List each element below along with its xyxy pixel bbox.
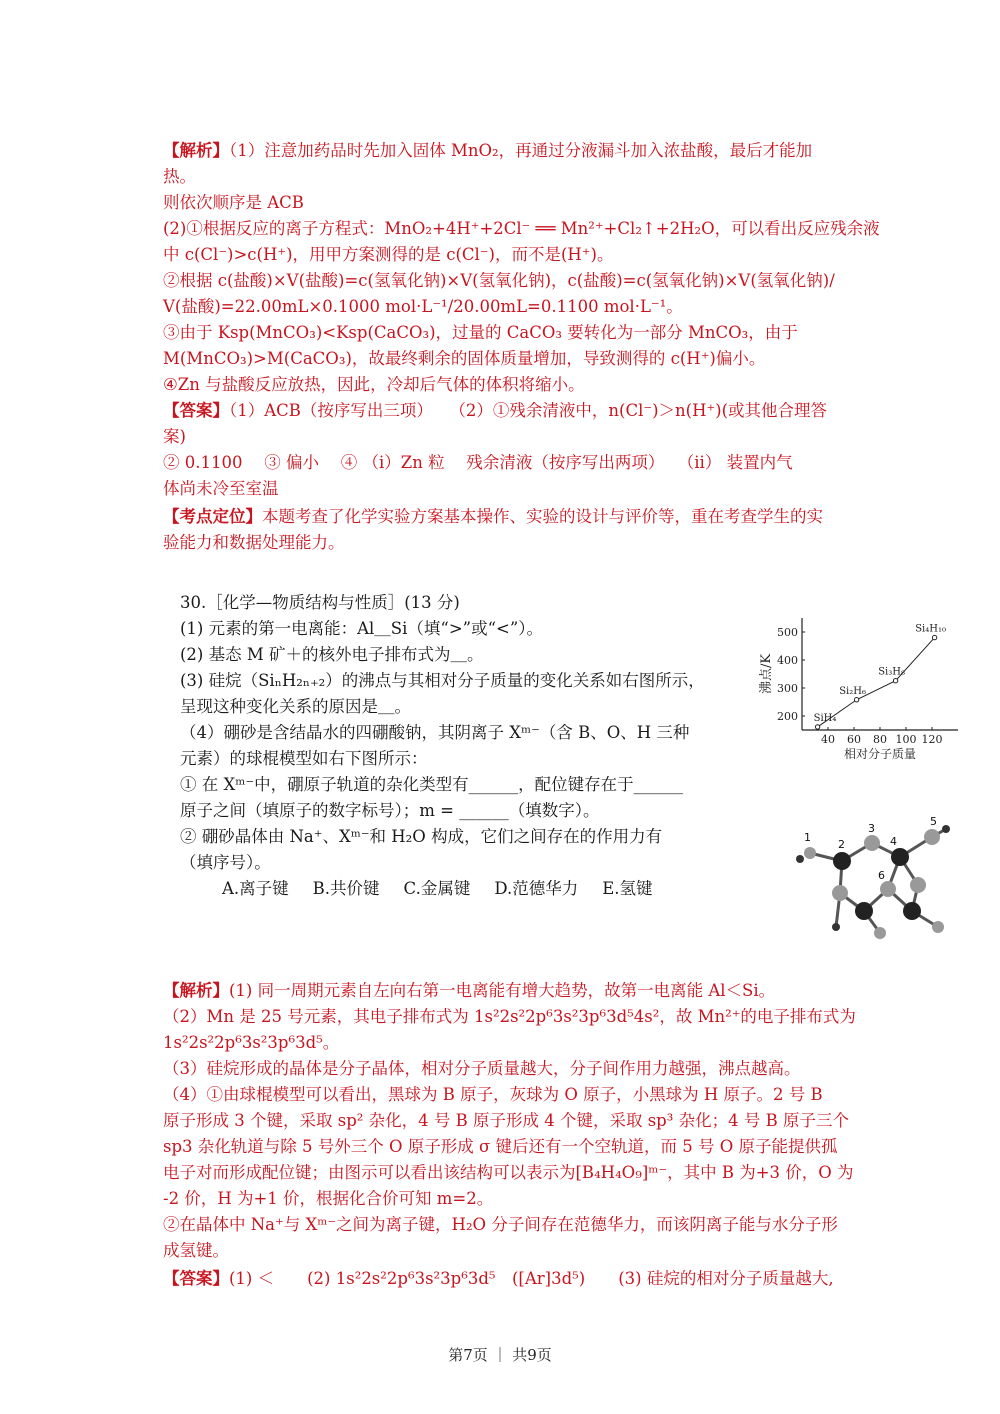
line-text: ④Zn 与盐酸反应放热，因此，冷却后气体的体积将缩小。 xyxy=(163,375,585,394)
borate-ball-stick-model xyxy=(780,815,960,945)
atom-o xyxy=(932,921,944,933)
line-text: （3）硅烷形成的晶体是分子晶体，相对分子质量越大，分子间作用力越强，沸点越高。 xyxy=(163,1059,801,1078)
analysis2-line xyxy=(163,1212,863,1238)
line-text: (1) 同一周期元素自左向右第一电离能有增大趋势，故第一电离能 Al＜Si。 xyxy=(229,981,776,1000)
question-line: ① 在 Xᵐ⁻中，硼原子轨道的杂化类型有______，配位键存在于______ xyxy=(180,775,684,794)
x-tick-label: 80 xyxy=(873,733,887,746)
question-line: 呈现这种变化关系的原因是＿。 xyxy=(180,697,411,716)
analysis1-line xyxy=(163,320,863,346)
point-label: SiH₄ xyxy=(813,712,837,724)
line-text: ③由于 Ksp(MnCO₃)<Ksp(CaCO₃)，过量的 CaCO₃ 要转化为一部分 MnCO₃，由于 xyxy=(163,323,798,342)
data-point xyxy=(932,635,936,639)
line-text: M(MnCO₃)>M(CaCO₃)，故最终剩余的固体质量增加，导致测得的 c(H⁺)偏小。 xyxy=(163,349,766,368)
analysis2-line xyxy=(163,978,863,1004)
question-option: B.共价键 xyxy=(312,879,380,898)
analysis2-line xyxy=(163,1186,863,1212)
atom-label-1: 1 xyxy=(804,831,811,844)
question-line: (2) 基态 M 矿＋的核外电子排布式为＿。 xyxy=(180,645,484,664)
analysis1-line xyxy=(163,294,863,320)
line-text: 1s²2s²2p⁶3s²3p⁶3d⁵。 xyxy=(163,1033,340,1052)
answer1-line xyxy=(163,424,863,450)
line-text: 本题考查了化学实验方案基本操作、实验的设计与评价等，重在考查学生的实 xyxy=(262,507,823,526)
answer2-line xyxy=(163,1266,863,1292)
section-tag: 【答案】 xyxy=(163,401,229,420)
x-tick-label: 100 xyxy=(895,733,917,746)
question-option: A.离子键 xyxy=(222,879,289,898)
x-tick-label: 60 xyxy=(847,733,861,746)
question-line: 原子之间（填原子的数字标号）；m = ______（填数字）。 xyxy=(180,801,600,820)
line-text: 案) xyxy=(163,427,186,446)
analysis1-line xyxy=(163,164,863,190)
atom-b xyxy=(855,902,873,920)
line-text: 电子对而形成配位键；由图示可以看出该结构可以表示为[B₄H₄O₉]ᵐ⁻，其中 B 为+3 价，O 为 xyxy=(163,1163,854,1182)
data-point xyxy=(854,698,858,702)
question-30 xyxy=(180,590,740,876)
atom-o xyxy=(874,927,886,939)
kaodian1-line xyxy=(163,530,863,556)
analysis-section-2 xyxy=(163,978,863,1264)
section-tag: 【考点定位】 xyxy=(163,507,262,526)
question-line: (1) 元素的第一电离能：Al＿Si（填“>”或“<”）。 xyxy=(180,619,544,638)
point-label: Si₄H₁₀ xyxy=(915,623,946,635)
atom-h xyxy=(796,855,804,863)
data-point xyxy=(893,679,897,683)
section-tag: 【解析】 xyxy=(163,981,229,1000)
question-line: 30.［化学—物质结构与性质］(13 分) xyxy=(180,593,460,612)
y-axis-label: 沸点/K xyxy=(759,653,774,695)
atom-o xyxy=(910,877,926,893)
atom-b xyxy=(903,902,921,920)
analysis2-line xyxy=(163,1160,863,1186)
line-text: 验能力和数据处理能力。 xyxy=(163,533,345,552)
question-line: （4）硼砂是含结晶水的四硼酸钠，其阴离子 Xᵐ⁻（含 B、O、H 三种 xyxy=(180,723,690,742)
x-tick-label: 120 xyxy=(921,733,943,746)
x-axis-label: 相对分子质量 xyxy=(843,747,917,761)
section-tag: 【解析】 xyxy=(163,141,229,160)
page-footer: 第7页 ｜ 共9页 xyxy=(448,1346,552,1364)
atom-h xyxy=(832,923,840,931)
analysis2-line xyxy=(163,1056,863,1082)
line-text: ② 0.1100 ③ 偏小 ④ （ⅰ）Zn 粒 残余清液（按序写出两项） （ⅱ） 装置内气 xyxy=(163,453,793,472)
question-option: D.范德华力 xyxy=(494,879,579,898)
line-text: (2)①根据反应的离子方程式：MnO₂+4H⁺+2Cl⁻ ══ Mn²⁺+Cl₂↑+2H₂O，可以看出反应残余液 xyxy=(163,219,880,238)
line-text: 成氢键。 xyxy=(163,1241,229,1260)
x-tick-label: 40 xyxy=(821,733,835,746)
atom-2 xyxy=(833,852,851,870)
analysis-section-1 xyxy=(163,138,880,398)
analysis1-line xyxy=(163,372,863,398)
point-label: Si₂H₆ xyxy=(839,685,866,697)
atom-4 xyxy=(891,848,909,866)
answer-section-1 xyxy=(163,398,863,502)
answer-section-2 xyxy=(163,1266,863,1292)
line-text: （1）ACB（按序写出三项） （2）①残余清液中，n(Cl⁻)＞n(H⁺)(或其他合理答 xyxy=(229,401,828,420)
analysis1-line xyxy=(163,190,863,216)
answer1-line xyxy=(163,450,863,476)
atom-label-3: 3 xyxy=(868,822,875,835)
atom-1 xyxy=(804,847,816,859)
y-tick-label: 300 xyxy=(777,682,798,695)
analysis2-line xyxy=(163,1134,863,1160)
analysis2-line xyxy=(163,1004,863,1030)
line-text: V(盐酸)=22.00mL×0.1000 mol·L⁻¹/20.00mL=0.1100 mol·L⁻¹。 xyxy=(163,297,683,316)
y-tick-label: 200 xyxy=(777,710,798,723)
analysis2-line xyxy=(163,1238,863,1264)
kaodian-section-1 xyxy=(163,504,863,556)
line-text: （2）Mn 是 25 号元素，其电子排布式为 1s²2s²2p⁶3s²3p⁶3d⁵4s²，故 Mn²⁺的电子排布式为 xyxy=(163,1007,856,1026)
question-line: 元素）的球棍模型如右下图所示： xyxy=(180,749,428,768)
line-text: 则依次顺序是 ACB xyxy=(163,193,304,212)
question-30-options xyxy=(222,876,782,902)
analysis2-line xyxy=(163,1108,863,1134)
atom-o xyxy=(832,885,848,901)
question-line: ② 硼砂晶体由 Na⁺、Xᵐ⁻和 H₂O 构成，它们之间存在的作用力有 xyxy=(180,827,663,846)
analysis2-line xyxy=(163,1082,863,1108)
atom-label-6: 6 xyxy=(878,869,885,882)
line-text: 中 c(Cl⁻)>c(H⁺)，用甲方案测得的是 c(Cl⁻)，而不是(H⁺)。 xyxy=(163,245,614,264)
analysis1-line xyxy=(163,268,863,294)
boiling-point-chart xyxy=(748,610,968,765)
point-label: Si₃H₈ xyxy=(878,666,905,678)
atom-6 xyxy=(880,881,896,897)
atom-h-top xyxy=(942,825,950,833)
analysis1-line xyxy=(163,216,880,242)
atom-label-5: 5 xyxy=(930,815,937,828)
atom-3 xyxy=(864,835,880,851)
line-text: -2 价，H 为+1 价，根据化合价可知 m=2。 xyxy=(163,1189,494,1208)
line-text: 体尚未冷至室温 xyxy=(163,479,279,498)
question-line: （填序号）。 xyxy=(180,853,271,872)
line-text: sp3 杂化轨道与除 5 号外三个 O 原子形成 σ 键后还有一个空轨道，而 5 号 O 原子能提供孤 xyxy=(163,1137,838,1156)
line-text: (1) ＜ (2) 1s²2s²2p⁶3s²3p⁶3d⁵ ([Ar]3d⁵) (3) 硅烷的相对分子质量越大, xyxy=(229,1269,834,1288)
section-tag: 【答案】 xyxy=(163,1269,229,1288)
line-text: 热。 xyxy=(163,167,196,186)
line-text: （4）①由球棍模型可以看出，黑球为 B 原子，灰球为 O 原子，小黑球为 H 原子。2 号 B xyxy=(163,1085,823,1104)
analysis1-line xyxy=(163,138,863,164)
line-text: ②在晶体中 Na⁺与 Xᵐ⁻之间为离子键，H₂O 分子间存在范德华力，而该阴离子能与水分子形 xyxy=(163,1215,838,1234)
analysis1-line xyxy=(163,242,863,268)
question-line: (3) 硅烷（SiₙH₂ₙ₊₂）的沸点与其相对分子质量的变化关系如右图所示， xyxy=(180,671,705,690)
answer1-line xyxy=(163,476,863,502)
line-text: （1）注意加药品时先加入固体 MnO₂，再通过分液漏斗加入浓盐酸，最后才能加 xyxy=(229,141,813,160)
analysis2-line xyxy=(163,1030,863,1056)
atom-label-4: 4 xyxy=(890,835,897,848)
data-point xyxy=(815,725,819,729)
y-tick-label: 500 xyxy=(777,626,798,639)
atom-label-2: 2 xyxy=(838,838,845,851)
question-option: E.氢键 xyxy=(602,879,653,898)
kaodian1-line xyxy=(163,504,863,530)
question-option: C.金属键 xyxy=(403,879,471,898)
line-text: ②根据 c(盐酸)×V(盐酸)=c(氢氧化钠)×V(氢氧化钠)，c(盐酸)=c(氢氧化钠)×V(氢氧化钠)/ xyxy=(163,271,835,290)
y-tick-label: 400 xyxy=(777,654,798,667)
atom-5 xyxy=(924,829,940,845)
line-text: 原子形成 3 个键，采取 sp² 杂化，4 号 B 原子形成 4 个键，采取 sp³ 杂化；4 号 B 原子三个 xyxy=(163,1111,849,1130)
answer1-line xyxy=(163,398,863,424)
analysis1-line xyxy=(163,346,863,372)
